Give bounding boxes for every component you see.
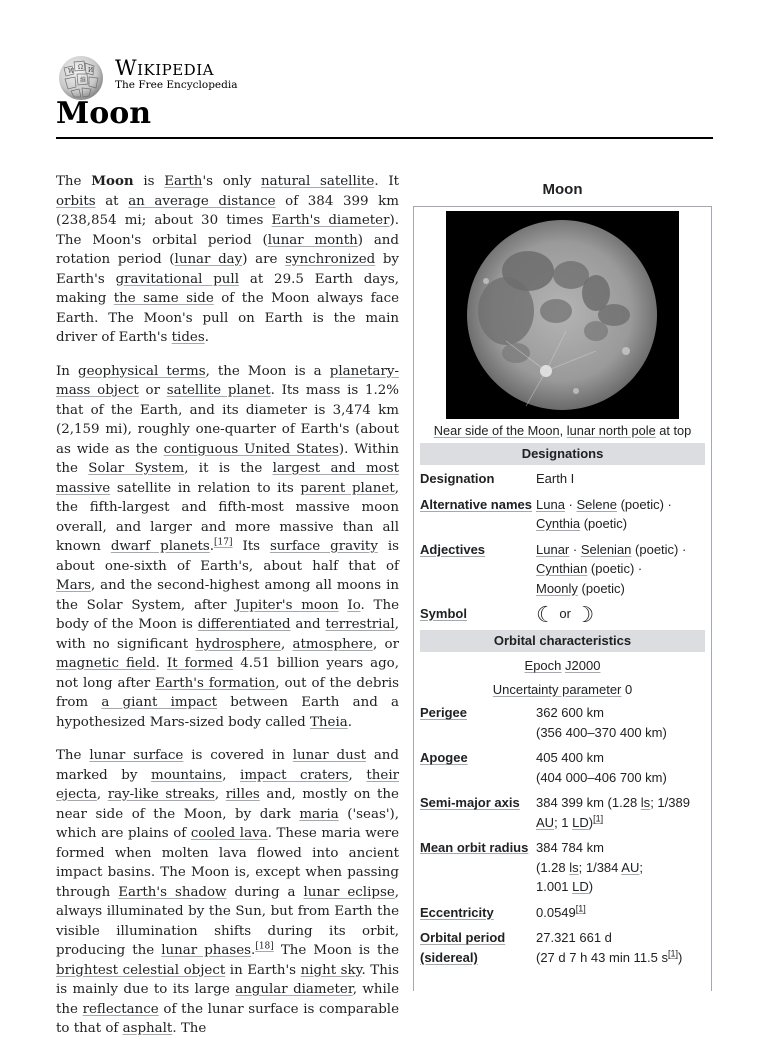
text: , the fifth-largest and fifth-most massive moon overall, and larger and more massive than all known [56,480,399,554]
link-ls[interactable]: ls [640,795,651,811]
value-symbol [536,601,705,627]
text: · [569,541,581,557]
text: , or [372,636,399,652]
text: 1.001 [536,879,573,895]
text: . [204,330,209,345]
text: (356 400–370 400 km) [536,724,667,740]
value-adjectives [536,540,705,599]
infobox [413,176,712,991]
text: . [347,714,353,730]
site-tagline: The Free Encyclopedia [115,79,238,91]
text: . [209,539,215,554]
link-earths-diameter[interactable]: Earth's diameter [271,213,390,228]
infobox-frame [413,206,712,991]
text: (poetic) [580,516,628,531]
text: ) [588,879,594,895]
label-apogee[interactable]: Apogee [420,750,468,766]
label-alternative-names[interactable]: Alternative names [420,496,532,512]
text: . [155,656,167,671]
row-adjectives [420,540,705,599]
link-jupiters-moon[interactable]: Jupiter's moon [235,597,339,613]
link-mountains[interactable]: mountains [151,767,223,783]
link-lunar-dust[interactable]: lunar dust [292,748,366,763]
moon-photo-graphic [446,211,679,419]
text: at [95,193,129,209]
link-giant-impact[interactable]: a giant impact [101,695,218,710]
link-solar-system[interactable]: Solar System [88,461,185,476]
link-atmosphere[interactable]: atmosphere [292,636,373,652]
link-differentiated[interactable]: differentiated [197,617,291,632]
text: ). The Moon's orbital period ( [56,213,399,248]
text: 384 399 km (1.28 [536,795,641,811]
text: , with no significant [56,617,399,652]
wikipedia-wordmark[interactable] [115,55,237,91]
citation-17[interactable]: [17] [214,537,233,548]
link-au[interactable]: AU [621,859,640,875]
site-name: Wikipedia [115,56,214,80]
section-orbital-characteristics: Orbital characteristics [420,630,705,652]
text: The Moon is the [273,943,399,958]
text: of the lunar surface is comparable to that of [56,1001,400,1036]
text: at 29.5 Earth days, making [56,271,399,306]
paragraph-surface [56,746,399,1039]
text: In [56,363,78,379]
label-symbol[interactable]: Symbol [420,606,467,621]
row-apogee [420,748,705,787]
row-semi-major-axis [420,793,705,832]
text: (poetic) · [587,561,643,576]
symbol-or: or [559,606,571,621]
link-terrestrial[interactable]: terrestrial [325,617,395,632]
citation-1[interactable]: [1] [668,948,679,959]
link-contiguous-us[interactable]: contiguous United States [163,441,339,457]
link-lunar[interactable]: Lunar [536,541,570,557]
link-earths-formation[interactable]: Earth's formation [155,675,276,691]
link-planetary-mass-object[interactable]: planetary-mass object [56,363,399,398]
value-orbital-period [536,928,705,967]
link-rilles[interactable]: rilles [225,787,260,802]
link-cynthia[interactable]: Cynthia [536,516,581,531]
svg-text:維: 維 [80,77,87,84]
value-eccentricity [536,903,705,923]
caption-link-lunar-north-pole[interactable]: lunar north pole [566,423,656,438]
link-gravitational-pull[interactable]: gravitational pull [115,271,239,287]
link-maria[interactable]: maria [299,806,339,822]
paragraph-geophysics [56,362,399,733]
label-designation: Designation [420,471,495,486]
link-earth[interactable]: Earth [164,174,203,189]
text: . Its mass is 1.2% that of the Earth, and its diameter is 3,474 km (2,159 mi), roughly one-quarter of Earth's (about as wide as the [56,383,399,457]
link-dwarf-planets[interactable]: dwarf planets [110,539,210,554]
link-theia[interactable]: Theia [310,714,348,730]
label-adjectives[interactable]: Adjectives [420,541,486,557]
text: during a [226,884,304,900]
text: ) [678,949,683,965]
link-uncertainty-parameter[interactable]: Uncertainty parameter [492,681,622,697]
link-ld[interactable]: LD [572,879,589,895]
citation-1[interactable]: [1] [575,903,586,914]
text: , [96,787,108,802]
row-alternative-names [420,495,705,534]
text: 4.51 billion years ago, not long after [56,656,399,691]
wikipedia-globe-logo[interactable] [56,54,106,102]
link-geophysical-terms[interactable]: geophysical terms [78,363,206,379]
text: . It [374,174,399,189]
article-body [56,172,399,1053]
text: ) [588,814,594,830]
text: 27.321 661 d [536,930,612,946]
link-lunar-surface[interactable]: lunar surface [89,748,184,763]
text: (1.28 [536,859,570,875]
text: ; 1 [554,814,573,830]
link-tides[interactable]: tides [171,330,205,345]
link-impact-craters[interactable]: impact craters [240,767,349,783]
text: Its [232,539,270,554]
svg-text:Ω: Ω [78,64,83,71]
text: 362 600 km [536,705,604,721]
moon-image[interactable] [446,211,679,419]
text: The [56,748,90,763]
waning-crescent-icon[interactable]: ☽ [574,601,595,627]
label-perigee[interactable]: Perigee [420,705,467,721]
link-j2000[interactable]: J2000 [565,658,601,674]
link-lunar-month[interactable]: lunar month [267,232,358,248]
link-cooled-lava[interactable]: cooled lava [190,826,268,841]
link-asphalt[interactable]: asphalt [122,1021,173,1036]
text: · [564,496,577,512]
link-selene[interactable]: Selene [576,496,617,512]
text: 's only [202,174,261,189]
text: . These maria were formed when molten lava flowed into ancient impact basins. The Moon is, except when passing through [56,826,399,900]
link-surface-gravity[interactable]: surface gravity [269,539,378,554]
value-apogee [536,748,705,787]
waxing-crescent-icon[interactable]: ☾ [536,601,556,627]
label-eccentricity[interactable]: Eccentricity [420,904,494,920]
text: , and the second-highest among all moons in the Solar System, after [56,578,399,613]
caption-link-near-side[interactable]: Near side of the Moon [433,423,560,438]
bold-term: Moon [91,173,134,189]
link-natural-satellite[interactable]: natural satellite [261,174,375,189]
text: , [214,787,226,802]
text: Mean orbit radius [420,840,529,856]
row-designation [420,469,705,489]
link-mars[interactable]: Mars [56,578,91,593]
link-synchronized[interactable]: synchronized [285,252,376,267]
link-average-distance[interactable]: an average distance [128,193,276,209]
text: (404 000–406 700 km) [536,769,667,785]
text: , while the [56,982,399,1017]
text: in Earth's [225,962,301,978]
citation-1[interactable]: [1] [593,813,604,824]
row-perigee [420,703,705,742]
paragraph-intro [56,172,399,348]
link-io[interactable]: Io [347,597,361,613]
section-designations: Designations [420,443,705,465]
value-alternative-names [536,495,705,534]
text: and, mostly on the near side of the Moon, by dark [56,787,399,822]
link-parent-planet[interactable]: parent planet [300,480,395,496]
text: is about one-sixth of Earth's, about half that of [56,539,399,574]
link-angular-diameter[interactable]: angular diameter [235,982,353,997]
text: is [133,174,165,189]
link-magnetic-field[interactable]: magnetic field [56,656,156,671]
text: (27 d 7 h 43 min 11.5 s [536,949,669,965]
text: ('seas'), which are plains of [56,806,399,841]
link-earths-shadow[interactable]: Earth's shadow [118,884,227,900]
text: and [290,617,326,632]
text: satellite in relation to its [110,480,301,496]
text: ; 1/384 [578,859,622,875]
text: . This is mainly due to its large [56,962,399,997]
text: , always illuminated by the Sun, but from Earth the visible illumination shifts during its orbit, producing the [56,884,400,958]
text: or [138,383,167,398]
value-perigee [536,703,705,742]
text: 0 [621,681,633,697]
text: . [251,943,256,958]
text: 384 784 km [536,840,604,856]
link-same-side[interactable]: the same side [113,291,214,306]
svg-text:W: W [68,68,75,75]
uncertainty-line [420,680,705,700]
link-ls[interactable]: ls [569,859,579,875]
link-moonly[interactable]: Moonly [536,580,578,596]
link-lunar-eclipse[interactable]: lunar eclipse [303,884,395,900]
text: , [348,767,367,783]
text: (poetic) · [616,496,672,512]
text: , [280,636,293,652]
value-semi-major-axis [536,793,705,832]
link-ray-like-streaks[interactable]: ray-like streaks [107,787,215,802]
text: . The body of the Moon is [56,597,400,632]
text: by Earth's [56,252,399,287]
text: of 384 399 km (238,854 mi; about 30 times [56,193,399,228]
text: and marked by [56,748,399,783]
link-orbits[interactable]: orbits [56,193,96,209]
text: . The [172,1021,207,1036]
link-it-formed[interactable]: It formed [166,656,234,671]
text: ; 1/389 [650,795,690,811]
label-orbital-period[interactable]: Orbital period (sidereal) [420,930,506,965]
link-luna[interactable]: Luna [536,496,565,512]
text: , [222,767,241,783]
title-divider [56,137,713,139]
epoch-line [420,656,705,676]
text: between Earth and a hypothesized Mars-sized body called [56,695,400,730]
text: 405 400 km [536,750,604,766]
link-selenian[interactable]: Selenian [580,541,632,557]
text: , the Moon is a [205,363,330,379]
link-au[interactable]: AU [536,814,555,830]
row-orbital-period [420,928,705,967]
value-designation: Earth I [536,471,575,486]
text: , it is the [184,461,273,476]
text: The [56,174,92,189]
svg-text:И: И [88,67,94,74]
text: , [559,423,567,438]
link-cynthian[interactable]: Cynthian [536,561,588,576]
text: at top [655,423,692,438]
text: of the Moon always face Earth. The Moon's pull on Earth is the main driver of Earth's [56,291,400,345]
link-their-ejecta[interactable]: their ejecta [56,767,400,802]
link-ld[interactable]: LD [572,814,589,830]
infobox-title: Moon [542,181,583,198]
link-largest-most-massive[interactable]: largest and most massive [56,461,399,496]
text: ) are [242,252,286,267]
link-satellite-planet[interactable]: satellite planet [166,383,271,398]
link-night-sky[interactable]: night sky [300,962,362,978]
row-symbol [420,601,705,627]
image-caption [420,423,705,439]
text: ). Within the [56,441,399,476]
link-reflectance[interactable]: reflectance [82,1001,159,1017]
text: ) and rotation period ( [56,232,399,267]
link-hydrosphere[interactable]: hydrosphere [195,636,281,652]
label-mean-orbit-radius [420,838,536,897]
label-semi-major-axis[interactable]: Semi-major axis [420,795,520,811]
link-lunar-day[interactable]: lunar day [174,252,243,267]
text: (poetic) [577,580,625,596]
link-lunar-phases[interactable]: lunar phases [161,943,252,958]
value-mean-orbit-radius [536,838,705,897]
text: (poetic) · [631,541,687,557]
text: ; [639,859,643,875]
link-brightest-celestial-object[interactable]: brightest celestial object [56,962,226,978]
row-eccentricity [420,903,705,923]
text: 0.0549 [536,904,576,920]
link-epoch[interactable]: Epoch [524,658,562,674]
row-mean-orbit-radius [420,838,705,897]
text: is covered in [183,748,293,763]
citation-18[interactable]: [18] [255,941,274,952]
text: , out of the debris from [56,675,399,710]
page-title: Moon [56,96,152,131]
